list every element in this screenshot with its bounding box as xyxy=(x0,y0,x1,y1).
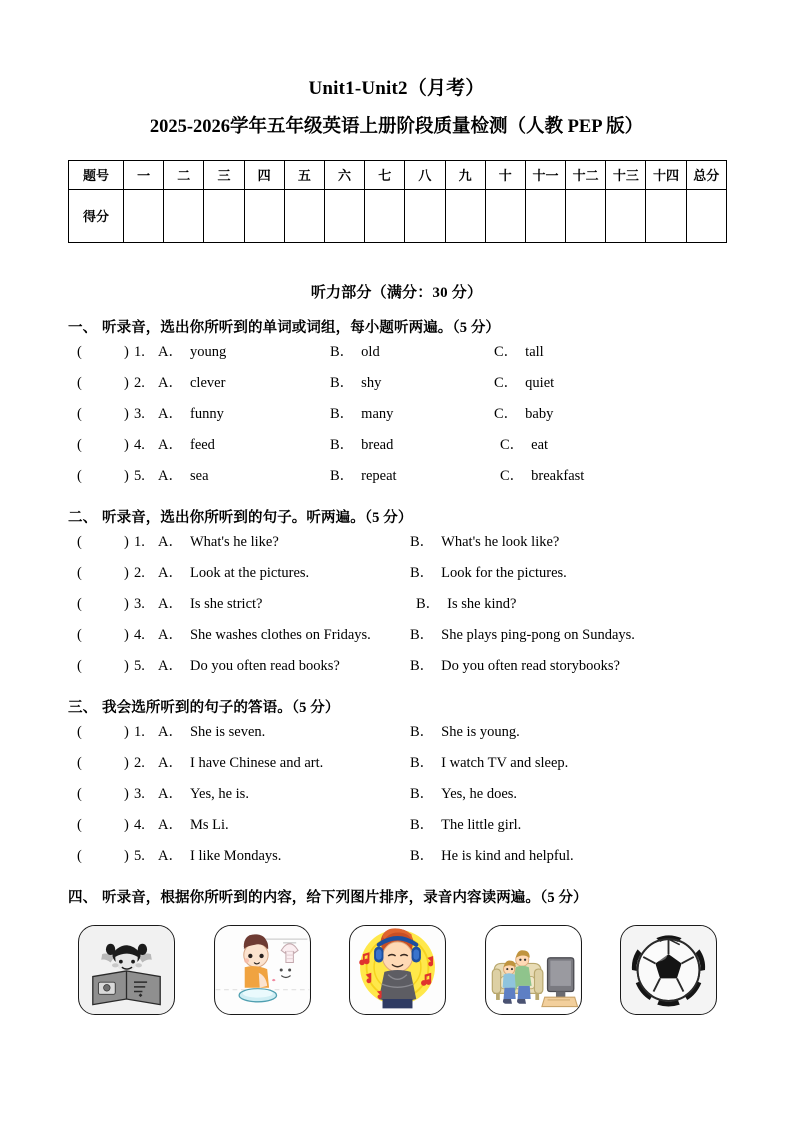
option-a-text: clever xyxy=(189,374,226,391)
option-b[interactable] xyxy=(410,779,517,810)
score-table-col-11: 十一 xyxy=(525,160,565,189)
option-a-letter: A． xyxy=(158,533,183,550)
section-heading-4 xyxy=(60,872,733,907)
score-table-label-score: 得分 xyxy=(69,189,124,242)
score-table-label-question: 题号 xyxy=(69,160,124,189)
question-number: 3. xyxy=(134,405,145,422)
score-cell-9[interactable] xyxy=(445,189,485,242)
option-a-text: young xyxy=(189,343,227,360)
option-a-text: Ms Li. xyxy=(189,816,229,833)
question-row[interactable] xyxy=(60,841,733,872)
option-a-letter: A． xyxy=(158,626,183,643)
option-a-text: She is seven. xyxy=(189,723,266,740)
score-cell-14[interactable] xyxy=(646,189,686,242)
question-number: 3. xyxy=(134,595,145,612)
family-watching-tv-icon xyxy=(486,926,581,1014)
section-heading-1 xyxy=(60,302,733,337)
option-b-text: She plays ping-pong on Sundays. xyxy=(441,626,635,643)
option-c-letter: C． xyxy=(494,374,519,391)
page-title-main: Unit1-Unit2（月考） xyxy=(308,78,485,99)
option-c[interactable] xyxy=(500,461,584,492)
option-b-text: old xyxy=(361,343,380,360)
soccer-ball-icon xyxy=(621,926,716,1014)
option-b-letter: B． xyxy=(330,467,355,484)
option-b-text: Look for the pictures. xyxy=(441,564,567,581)
question-row[interactable] xyxy=(60,337,733,368)
score-table-col-13: 十三 xyxy=(606,160,646,189)
score-cell-1[interactable] xyxy=(124,189,164,242)
option-a-letter: A． xyxy=(158,343,183,360)
option-c[interactable] xyxy=(494,368,554,399)
boy-listening-music-picture[interactable] xyxy=(349,925,446,1015)
score-table-col-5: 五 xyxy=(284,160,324,189)
option-a[interactable] xyxy=(158,841,281,872)
score-table-wrapper xyxy=(60,160,733,243)
question-row[interactable] xyxy=(60,527,733,558)
option-a-letter: A． xyxy=(158,723,183,740)
option-b-text: He is kind and helpful. xyxy=(441,847,574,864)
listening-part-title: 听力部分（满分：30 分） xyxy=(310,284,483,301)
question-row[interactable] xyxy=(60,717,733,748)
option-c-text: baby xyxy=(525,405,554,422)
answer-paren-open: ( xyxy=(77,564,82,581)
score-table-col-12: 十二 xyxy=(566,160,606,189)
option-a-text: Is she strict? xyxy=(189,595,263,612)
answer-paren-open: ( xyxy=(77,343,82,360)
option-b-text: Yes, he does. xyxy=(441,785,518,802)
answer-paren-open: ( xyxy=(77,533,82,550)
option-b-text: The little girl. xyxy=(441,816,522,833)
option-b-letter: B． xyxy=(410,533,435,550)
score-cell-10[interactable] xyxy=(485,189,525,242)
option-b[interactable] xyxy=(416,589,516,620)
option-a[interactable] xyxy=(158,461,209,492)
answer-paren-open: ( xyxy=(77,467,82,484)
section-heading-2 xyxy=(60,492,733,527)
option-c-text: quiet xyxy=(525,374,555,391)
answer-paren-open: ( xyxy=(77,785,82,802)
score-table-col-4: 四 xyxy=(244,160,284,189)
section-text-1: 听录音，选出你所听到的单词或词组，每小题听两遍。（5 分） xyxy=(102,319,501,336)
option-c[interactable] xyxy=(494,399,553,430)
option-a[interactable] xyxy=(158,399,224,430)
score-table-col-8: 八 xyxy=(405,160,445,189)
option-b-letter: B． xyxy=(410,564,435,581)
score-table-col-7: 七 xyxy=(365,160,405,189)
question-number: 2. xyxy=(134,564,145,581)
score-cell-3[interactable] xyxy=(204,189,244,242)
option-c-letter: C． xyxy=(500,467,525,484)
answer-paren-close: ) xyxy=(124,816,129,833)
option-a-letter: A． xyxy=(158,785,183,802)
score-table-col-3: 三 xyxy=(204,160,244,189)
option-a-text: Yes, he is. xyxy=(189,785,249,802)
boy-listening-music-icon xyxy=(350,926,445,1014)
soccer-ball-picture[interactable] xyxy=(620,925,717,1015)
option-b-text: bread xyxy=(361,436,394,453)
question-row[interactable] xyxy=(60,651,733,682)
question-number: 3. xyxy=(134,785,145,802)
section-heading-3 xyxy=(60,682,733,717)
score-cell-8[interactable] xyxy=(405,189,445,242)
question-list-1 xyxy=(60,337,733,492)
option-a-text: What's he like? xyxy=(189,533,279,550)
score-table-col-1: 一 xyxy=(124,160,164,189)
question-number: 1. xyxy=(134,343,145,360)
option-b-letter: B． xyxy=(410,816,435,833)
answer-paren-open: ( xyxy=(77,626,82,643)
score-cell-total[interactable] xyxy=(686,189,726,242)
option-b[interactable] xyxy=(410,841,574,872)
score-cell-2[interactable] xyxy=(164,189,204,242)
score-table-col-10: 十 xyxy=(485,160,525,189)
question-number: 4. xyxy=(134,626,145,643)
question-row[interactable] xyxy=(60,558,733,589)
option-b[interactable] xyxy=(330,337,380,368)
score-table-col-14: 十四 xyxy=(646,160,686,189)
option-a[interactable] xyxy=(158,620,371,651)
answer-paren-close: ) xyxy=(124,374,129,391)
option-b[interactable] xyxy=(410,620,635,651)
question-number: 5. xyxy=(134,657,145,674)
option-a-text: I have Chinese and art. xyxy=(189,754,324,771)
option-b[interactable] xyxy=(410,558,567,589)
answer-paren-close: ) xyxy=(124,657,129,674)
question-number: 2. xyxy=(134,754,145,771)
question-number: 5. xyxy=(134,467,145,484)
option-a[interactable] xyxy=(158,717,265,748)
score-table-col-total: 总分 xyxy=(686,160,726,189)
option-b-letter: B． xyxy=(330,374,355,391)
score-table-score-row xyxy=(69,189,727,242)
option-a[interactable] xyxy=(158,748,323,779)
score-cell-5[interactable] xyxy=(284,189,324,242)
page-title-sub: 2025-2026学年五年级英语上册阶段质量检测（人教 PEP 版） xyxy=(149,116,644,137)
option-b-letter: B． xyxy=(410,785,435,802)
question-list-3 xyxy=(60,717,733,872)
section-number-2: 二、 xyxy=(68,509,98,526)
girl-reading-book-picture[interactable] xyxy=(78,925,175,1015)
answer-paren-close: ) xyxy=(124,436,129,453)
score-cell-7[interactable] xyxy=(365,189,405,242)
question-number: 1. xyxy=(134,533,145,550)
question-row[interactable] xyxy=(60,779,733,810)
question-number: 5. xyxy=(134,847,145,864)
option-a[interactable] xyxy=(158,337,226,368)
option-b-text: What's he look like? xyxy=(441,533,560,550)
answer-paren-open: ( xyxy=(77,436,82,453)
option-a-letter: A． xyxy=(158,564,183,581)
question-row[interactable] xyxy=(60,810,733,841)
option-a[interactable] xyxy=(158,527,279,558)
answer-paren-close: ) xyxy=(124,405,129,422)
option-b[interactable] xyxy=(330,368,381,399)
option-b-letter: B． xyxy=(416,595,441,612)
option-b-text: shy xyxy=(361,374,382,391)
girl-reading-book-icon xyxy=(79,926,174,1014)
option-b-letter: B． xyxy=(330,436,355,453)
section-text-2: 听录音，选出你所听到的句子。听两遍。（5 分） xyxy=(102,509,413,526)
option-a[interactable] xyxy=(158,651,340,682)
option-a-letter: A． xyxy=(158,754,183,771)
question-number: 4. xyxy=(134,436,145,453)
answer-paren-close: ) xyxy=(124,723,129,740)
option-b-letter: B． xyxy=(410,754,435,771)
option-a-letter: A． xyxy=(158,374,183,391)
answer-paren-open: ( xyxy=(77,405,82,422)
answer-paren-open: ( xyxy=(77,754,82,771)
option-b-letter: B． xyxy=(410,626,435,643)
option-b-letter: B． xyxy=(410,847,435,864)
section-number-4: 四、 xyxy=(68,889,98,906)
answer-paren-open: ( xyxy=(77,657,82,674)
option-b-text: repeat xyxy=(361,467,397,484)
answer-paren-open: ( xyxy=(77,816,82,833)
question-row[interactable] xyxy=(60,368,733,399)
question-number: 2. xyxy=(134,374,145,391)
answer-paren-close: ) xyxy=(124,785,129,802)
option-b[interactable] xyxy=(410,527,559,558)
option-c-text: tall xyxy=(525,343,544,360)
option-a-letter: A． xyxy=(158,405,183,422)
option-a-text: Look at the pictures. xyxy=(189,564,310,581)
option-b-text: Do you often read storybooks? xyxy=(441,657,620,674)
option-a[interactable] xyxy=(158,368,225,399)
option-c-letter: C． xyxy=(500,436,525,453)
score-table-col-9: 九 xyxy=(445,160,485,189)
question-row[interactable] xyxy=(60,620,733,651)
option-b-letter: B． xyxy=(330,405,355,422)
option-a-text: feed xyxy=(189,436,215,453)
option-c-text: breakfast xyxy=(531,467,585,484)
section-text-3: 我会选所听到的句子的答语。（5 分） xyxy=(102,699,340,716)
option-b[interactable] xyxy=(330,430,393,461)
question-row[interactable] xyxy=(60,461,733,492)
option-a-letter: A． xyxy=(158,436,183,453)
option-a-text: sea xyxy=(189,467,209,484)
option-c-text: eat xyxy=(531,436,549,453)
answer-paren-close: ) xyxy=(124,467,129,484)
option-a-text: She washes clothes on Fridays. xyxy=(189,626,371,643)
picture-ordering-row xyxy=(60,907,733,1015)
option-b[interactable] xyxy=(330,399,393,430)
option-b[interactable] xyxy=(330,461,397,492)
question-row[interactable] xyxy=(60,748,733,779)
option-a[interactable] xyxy=(158,810,229,841)
option-a-letter: A． xyxy=(158,595,183,612)
option-a[interactable] xyxy=(158,589,262,620)
option-a-text: Do you often read books? xyxy=(189,657,340,674)
score-table xyxy=(68,160,727,243)
boy-washing-clothes-picture[interactable] xyxy=(214,925,311,1015)
option-b-text: She is young. xyxy=(441,723,520,740)
option-a-text: I like Mondays. xyxy=(189,847,282,864)
option-a-letter: A． xyxy=(158,816,183,833)
answer-paren-close: ) xyxy=(124,847,129,864)
option-a-letter: A． xyxy=(158,467,183,484)
score-cell-4[interactable] xyxy=(244,189,284,242)
option-b[interactable] xyxy=(410,748,568,779)
option-a[interactable] xyxy=(158,430,215,461)
answer-paren-close: ) xyxy=(124,595,129,612)
option-c-letter: C． xyxy=(494,343,519,360)
option-c[interactable] xyxy=(494,337,544,368)
question-number: 4. xyxy=(134,816,145,833)
option-c-letter: C． xyxy=(494,405,519,422)
score-table-col-6: 六 xyxy=(324,160,364,189)
option-b-text: Is she kind? xyxy=(447,595,517,612)
question-list-2 xyxy=(60,527,733,682)
section-number-3: 三、 xyxy=(68,699,98,716)
option-c[interactable] xyxy=(500,430,548,461)
section-text-4: 听录音，根据你所听到的内容，给下列图片排序，录音内容读两遍。（5 分） xyxy=(102,889,588,906)
option-a-letter: A． xyxy=(158,657,183,674)
boy-washing-clothes-icon xyxy=(215,926,310,1014)
option-a[interactable] xyxy=(158,558,309,589)
family-watching-tv-picture[interactable] xyxy=(485,925,582,1015)
answer-paren-open: ( xyxy=(77,374,82,391)
answer-paren-close: ) xyxy=(124,754,129,771)
question-row[interactable] xyxy=(60,399,733,430)
answer-paren-open: ( xyxy=(77,595,82,612)
option-b[interactable] xyxy=(410,717,520,748)
option-b-letter: B． xyxy=(410,657,435,674)
option-b-letter: B． xyxy=(410,723,435,740)
answer-paren-open: ( xyxy=(77,847,82,864)
option-b[interactable] xyxy=(410,651,620,682)
question-row[interactable] xyxy=(60,430,733,461)
option-a[interactable] xyxy=(158,779,249,810)
score-cell-13[interactable] xyxy=(606,189,646,242)
score-cell-11[interactable] xyxy=(525,189,565,242)
option-b-letter: B． xyxy=(330,343,355,360)
score-cell-6[interactable] xyxy=(324,189,364,242)
score-table-col-2: 二 xyxy=(164,160,204,189)
score-cell-12[interactable] xyxy=(566,189,606,242)
question-number: 1. xyxy=(134,723,145,740)
option-b[interactable] xyxy=(410,810,521,841)
answer-paren-close: ) xyxy=(124,343,129,360)
question-row[interactable] xyxy=(60,589,733,620)
option-a-text: funny xyxy=(189,405,224,422)
score-table-header-row xyxy=(69,160,727,189)
option-b-text: many xyxy=(361,405,394,422)
option-a-letter: A． xyxy=(158,847,183,864)
answer-paren-close: ) xyxy=(124,564,129,581)
answer-paren-open: ( xyxy=(77,723,82,740)
answer-paren-close: ) xyxy=(124,533,129,550)
answer-paren-close: ) xyxy=(124,626,129,643)
option-b-text: I watch TV and sleep. xyxy=(441,754,569,771)
section-number-1: 一、 xyxy=(68,319,98,336)
